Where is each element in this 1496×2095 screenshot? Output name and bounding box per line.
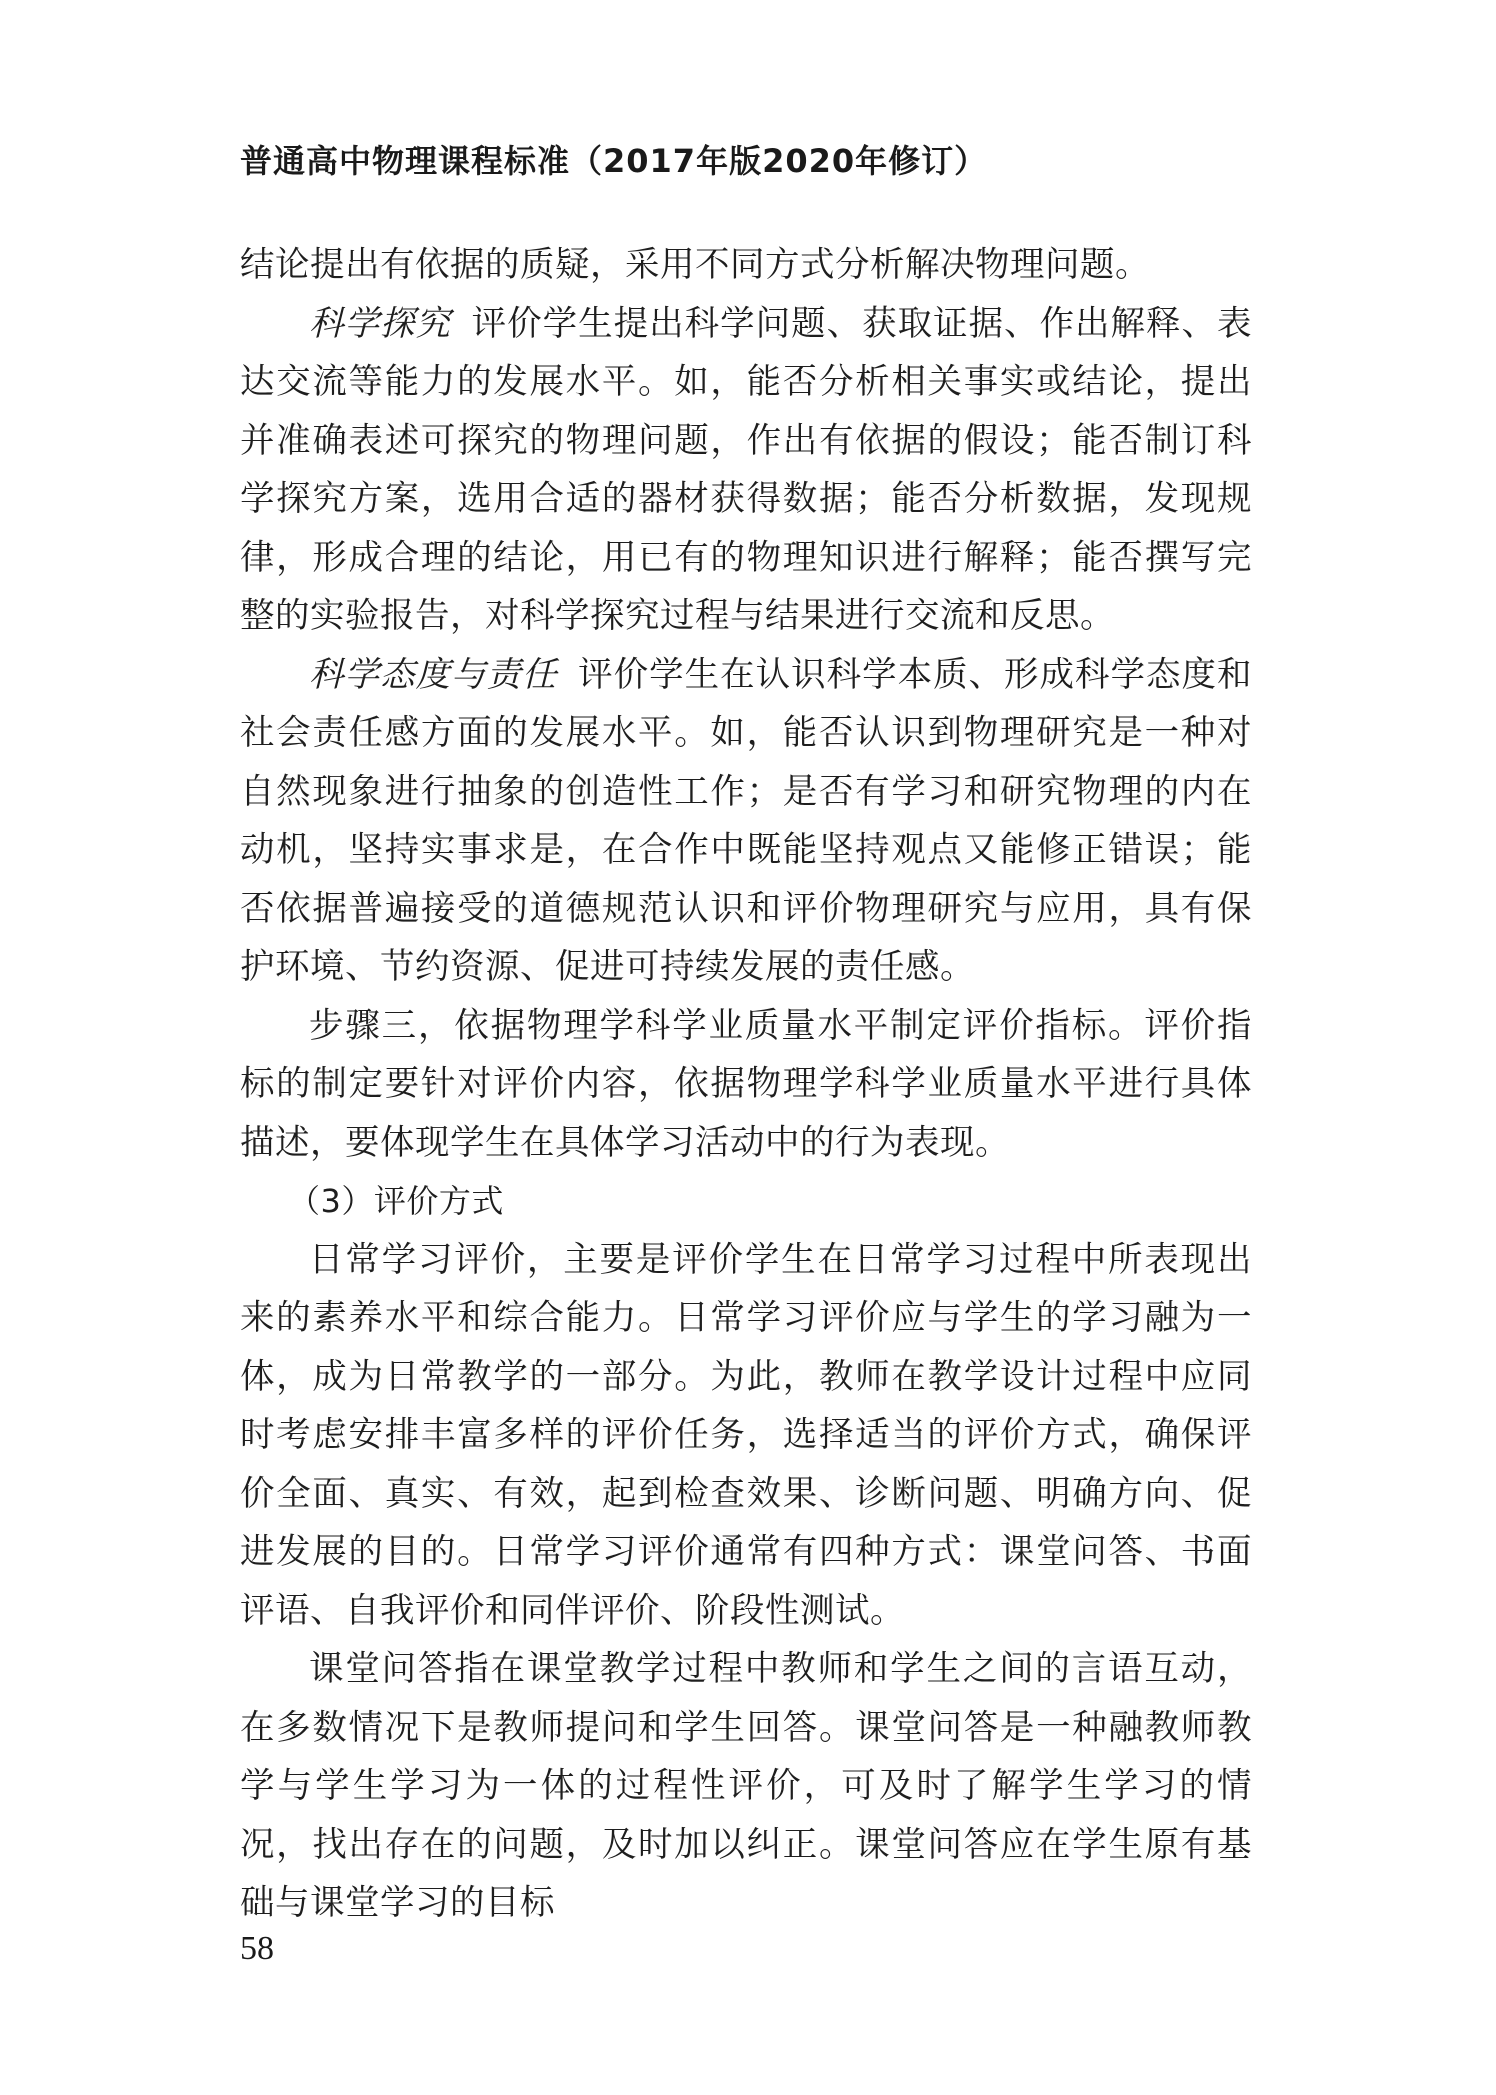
term-scientific-attitude: 科学态度与责任 <box>309 654 558 695</box>
page-number: 58 <box>240 1930 274 1967</box>
paragraph-classroom-qa: 课堂问答指在课堂教学过程中教师和学生之间的言语互动，在多数情况下是教师提问和学生回答。课堂问答是一种融教师教学与学生学习为一体的过程性评价，可及时了解学生学习的情况，找出存在的问题，及时加以纠正。课堂问答应在学生原有基础与课堂学习的目标 <box>240 1649 1252 1923</box>
paragraph: 结论提出有依据的质疑，采用不同方式分析解决物理问题。 <box>240 245 1150 285</box>
paragraph-text: 评价学生提出科学问题、获取证据、作出解释、表达交流等能力的发展水平。如，能否分析相关事实或结论，提出并准确表述可探究的物理问题，作出有依据的假设；能否制订科学探究方案，选用合适的器材获得数据；能否分析数据，发现规律，形成合理的结论，用已有的物理知识进行解释；能否撰写完整的实验报告，对科学探究过程与结果进行交流和反思。 <box>240 303 1253 636</box>
paragraph-scientific-inquiry <box>240 295 1252 646</box>
section-subheading: （3）评价方式 <box>288 1182 504 1220</box>
paragraph-text: 评价学生在认识科学本质、形成科学态度和社会责任感方面的发展水平。如，能否认识到物理研究是一种对自然现象进行抽象的创造性工作；是否有学习和研究物理的内在动机，坚持实事求是，在合作中既能坚持观点又能修正错误；能否依据普遍接受的道德规范认识和评价物理研究与应用，具有保护环境、节约资源、促进可持续发展的责任感。 <box>240 654 1253 987</box>
running-header: 普通高中物理课程标准（2017年版2020年修订） <box>240 142 988 180</box>
paragraph-daily-assessment: 日常学习评价，主要是评价学生在日常学习过程中所表现出来的素养水平和综合能力。日常学习评价应与学生的学习融为一体，成为日常教学的一部分。为此，教师在教学设计过程中应同时考虑安排丰富多样的评价任务，选择适当的评价方式，确保评价全面、真实、有效，起到检查效果、诊断问题、明确方向、促进发展的目的。日常学习评价通常有四种方式：课堂问答、书面评语、自我评价和同伴评价、阶段性测试。 <box>240 1239 1252 1631</box>
body-text <box>240 236 1252 1933</box>
paragraph-scientific-attitude <box>240 646 1252 997</box>
term-scientific-inquiry: 科学探究 <box>309 303 451 344</box>
paragraph-step-three: 步骤三，依据物理学科学业质量水平制定评价指标。评价指标的制定要针对评价内容，依据物理学科学业质量水平进行具体描述，要体现学生在具体学习活动中的行为表现。 <box>240 1005 1252 1163</box>
